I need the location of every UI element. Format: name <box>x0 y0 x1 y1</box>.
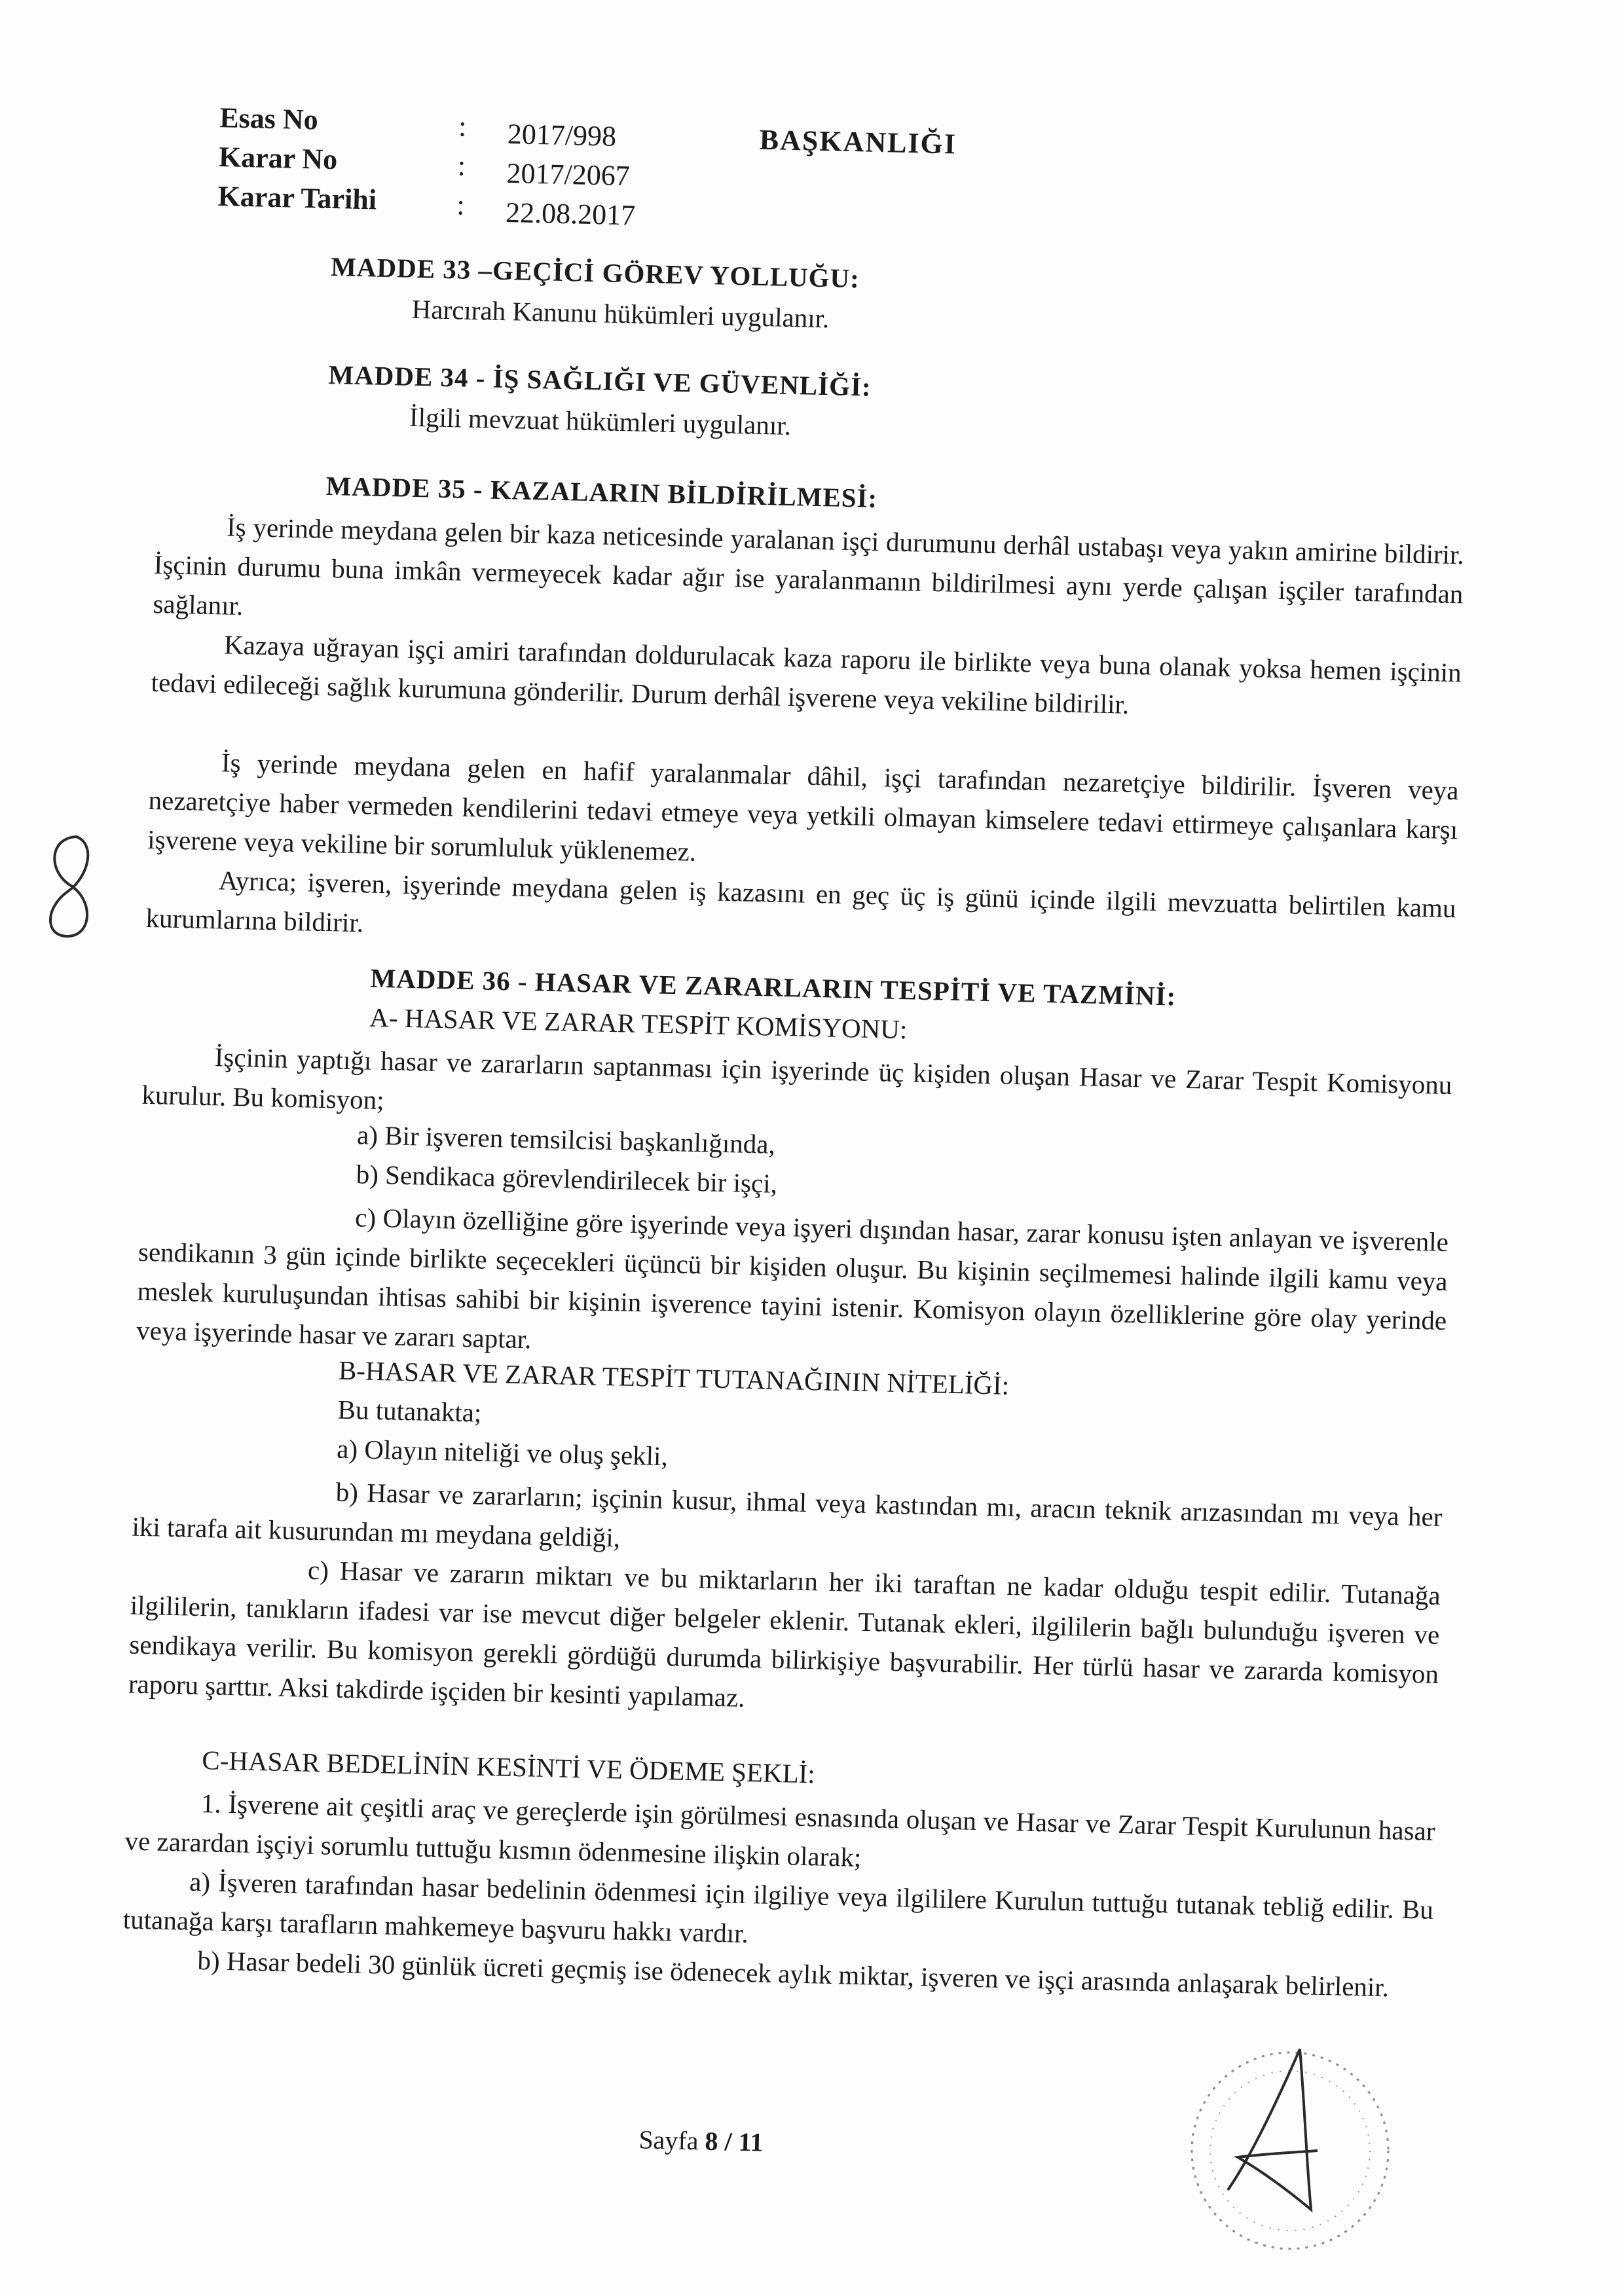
handwritten-page-mark-icon <box>36 831 108 943</box>
article-36-title: MADDE 36 - HASAR VE ZARARLARIN TESPİTİ VE TAZMİNİ: <box>370 962 1177 1011</box>
article-35-paragraph-3: İş yerinde meydana gelen en hafif yaralanmalar dâhil, işçi tarafından nezaretçiye bildirilir. İşveren veya nezaretçiye haber vermeden kendilerini tedavi etmeye veya yetkili olmayan kimselere tedavi ettirmeye çalışanlara karşı işverene veya vekiline bir sorumluluk yüklenemez. <box>147 747 1460 867</box>
article-35-paragraph-2: Kazaya uğrayan işçi amiri tarafından doldurulacak kaza raporu ile birlikte veya buna olanak yoksa hemen işçinin tedavi edileceği sağlık kurumuna gönderilir. Durum derhâl işverene veya vekiline bildirilir. <box>151 629 1462 720</box>
karar-tarihi-separator: : <box>456 189 466 221</box>
section-b-title: B-HASAR VE ZARAR TESPİT TUTANAĞININ NİTELİĞİ: <box>338 1355 1010 1400</box>
section-b-intro: Bu tutanakta; <box>337 1394 482 1428</box>
case-header <box>26 0 1624 232</box>
section-b-item-b: b) Hasar ve zararların; işçinin kusur, ihmal veya kastından mı, aracın teknik arızasından mı veya her iki tarafa ait kusurundan mı meydana geldiği, <box>132 1476 1443 1553</box>
article-35-paragraph-1: İş yerinde meydana gelen bir kaza neticesinde yaralanan işçi durumunu derhâl ustabaşı veya yakın amirine bildirir. İşçinin durumu buna imkân vermeyecek kadar ağır ise yaralanmanın bildirilmesi aynı yerde çalışan işçiler tarafından sağlanır. <box>153 511 1465 621</box>
article-34-body: İlgili mevzuat hükümleri uygulanır. <box>409 401 792 441</box>
section-b-item-a: a) Olayın niteliği ve oluş şekli, <box>336 1433 669 1472</box>
esas-no-separator: : <box>458 110 467 143</box>
karar-no-value: 2017/2067 <box>506 157 631 192</box>
page-footer-prefix: Sayfa <box>638 2124 706 2156</box>
article-33-body: Harcırah Kanunu hükümleri uygulanır. <box>411 293 830 334</box>
section-c-item-a: a) İşveren tarafından hasar bedelinin ödenmesi için ilgiliye veya ilgililere Kurulun tuttuğu tutanak tebliğ edilir. Bu tutanağa karşı tarafların mahkemeye başvuru hakkı vardır. <box>122 1866 1434 1949</box>
page-number: 8 / 11 <box>705 2126 764 2157</box>
esas-no-value: 2017/998 <box>507 118 617 153</box>
section-c-item-b: b) Hasar bedeli 30 günlük ücreti geçmiş ise ödenecek aylık miktar, işveren ve işçi arasında anlaşarak belirlenir. <box>197 1945 1390 2003</box>
karar-no-separator: : <box>457 149 466 182</box>
article-33-title: MADDE 33 –GEÇİCİ GÖREV YOLLUĞU: <box>330 251 860 294</box>
karar-no-label: Karar No <box>218 141 338 176</box>
esas-no-label: Esas No <box>219 101 319 136</box>
section-c-item-1: 1. İşverene ait çeşitli araç ve gereçlerde işin görülmesi esnasında oluşan ve Hasar ve Zarar Tespit Kurulunun hasar ve zarardan işçiyi sorumlu tuttuğu kısmın ödenmesine ilişkin olarak; <box>124 1788 1436 1872</box>
page-footer <box>638 2124 764 2157</box>
article-34-title: MADDE 34 - İŞ SAĞLIĞI VE GÜVENLİĞİ: <box>328 359 872 402</box>
stamp-signature-icon <box>1166 2023 1441 2259</box>
karar-tarihi-label: Karar Tarihi <box>217 180 377 216</box>
authority-title: BAŞKANLIĞI <box>759 123 957 160</box>
section-a-item-a: a) Bir işveren temsilcisi başkanlığında, <box>356 1120 776 1159</box>
karar-tarihi-value: 22.08.2017 <box>505 196 636 232</box>
section-a-title: A- HASAR VE ZARAR TESPİT KOMİSYONU: <box>369 1002 908 1045</box>
article-35-paragraph-4: Ayrıca; işveren, işyerinde meydana gelen iş kazasını en geç üç iş günü içinde ilgili mevzuatta belirtilen kamu kurumlarına bildirir. <box>145 865 1457 938</box>
section-b-item-c: c) Hasar ve zararın miktarı ve bu miktarların her iki taraftan ne kadar olduğu tespit edilir. Tutanağa ilgililerin, tanıkların ifadesi var ise mevcut diğer belgeler eklenir. Tutanak ekleri, ilgililerin bağlı bulunduğu işveren ve sendikaya verilir. Bu komisyon gerekli gördüğü durumda bilirkişiye başvurabilir. Her türlü hasar ve zararda komisyon raporu şarttır. Aksi takdirde işçiden bir kesinti yapılamaz. <box>128 1554 1441 1713</box>
section-a-item-c: c) Olayın özelliğine göre işyerinde veya işyeri dışından hasar, zarar konusu işten anlayan ve işverenle sendikanın 3 gün içinde birlikte seçecekleri üçüncü bir kişiden oluşur. Bu kişinin seçilmemesi halinde ilgili kamu veya meslek kuruluşundan ihtisas sahibi bir kişinin işverence tayini istenir. Komisyon olayın özelliklerine göre olay yerinde veya işyerinde hasar ve zararı saptar. <box>136 1202 1449 1355</box>
section-c-title: C-HASAR BEDELİNİN KESİNTİ VE ÖDEME ŞEKLİ: <box>201 1745 816 1789</box>
article-35-title: MADDE 35 - KAZALARIN BİLDİRİLMESİ: <box>325 470 878 514</box>
section-a-paragraph: İşçinin yaptığı hasar ve zararların saptanması için işyerinde üç kişiden oluşan Hasar ve Zarar Tespit Komisyonu kurulur. Bu komisyon; <box>141 1042 1452 1116</box>
section-a-item-b: b) Sendikaca görevlendirilecek bir işçi, <box>356 1159 778 1199</box>
